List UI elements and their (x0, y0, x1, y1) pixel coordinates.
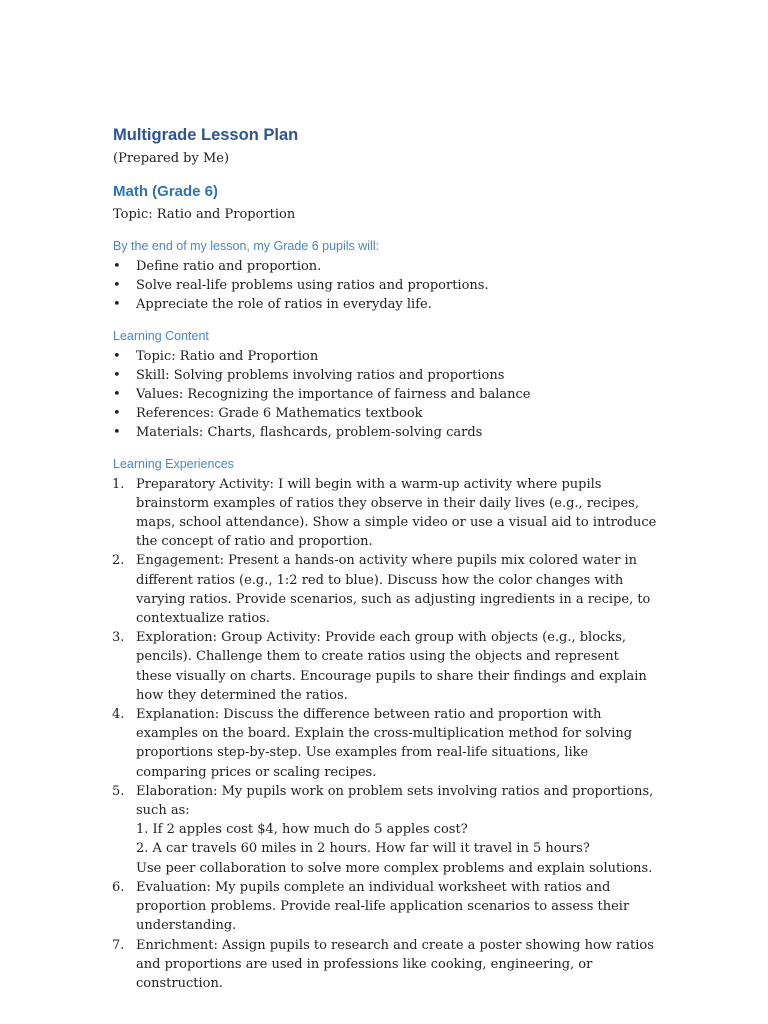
learning-experiences-list (113, 475, 658, 993)
document-subtitle: (Prepared by Me) (113, 151, 230, 166)
objectives-list (113, 257, 658, 315)
list-item: • Topic: Ratio and Proportion (113, 347, 658, 366)
list-item: • Appreciate the role of ratios in everyday life. (113, 295, 658, 314)
list-item: 6. Evaluation: My pupils complete an individual worksheet with ratios and proportion problems. Provide real-life application scenarios to assess their understanding. (112, 879, 630, 934)
list-item: 2. Engagement: Present a hands-on activity where pupils mix colored water in different ratios (e.g., 1:2 red to blue). Discuss how the color changes with varying ratios. Provide scenarios, such as adjusting ingredients in a recipe, to contextualize ratios. (112, 553, 651, 627)
list-item: 5. Elaboration: My pupils work on problem sets involving ratios and proportions, such as: 1. If 2 apples cost $4, how much do 5 apples cost? 2. A car travels 60 miles in 2 hours. How far will it travel in 5 hours? Use peer collaboration to solve more complex problems and explain solutions. (112, 783, 654, 876)
list-number: 1. (112, 476, 125, 492)
bullet-icon: • (113, 278, 121, 294)
list-number: 3. (112, 630, 125, 646)
bullet-icon: • (113, 406, 121, 422)
list-item: • Solve real-life problems using ratios and proportions. (113, 276, 658, 295)
learning-content-list (113, 347, 658, 443)
list-item: 7. Enrichment: Assign pupils to research and create a poster showing how ratios and proportions are used in professions like cooking, engineering, or construction. (112, 937, 654, 991)
bullet-icon: • (113, 425, 121, 441)
list-number: 2. (112, 553, 125, 569)
subject-heading: Math (Grade 6) (113, 183, 219, 200)
list-item: • Skill: Solving problems involving ratios and proportions (113, 366, 658, 385)
bullet-icon: • (113, 348, 121, 364)
topic-line: Topic: Ratio and Proportion (113, 207, 296, 222)
bullet-icon: • (113, 297, 121, 313)
list-number: 6. (112, 879, 125, 895)
list-item: 4. Explanation: Discuss the difference between ratio and proportion with examples on the board. Explain the cross-multiplication method for solving proportions step-by-step. Use examples from real-life situations, like comparing prices or scaling recipes. (112, 707, 633, 780)
list-item: • References: Grade 6 Mathematics textbook (113, 404, 658, 423)
list-item: • Define ratio and proportion. (113, 257, 658, 276)
list-item: • Values: Recognizing the importance of fairness and balance (113, 385, 658, 404)
list-number: 7. (112, 937, 125, 953)
bullet-icon: • (113, 387, 121, 403)
bullet-icon: • (113, 259, 121, 274)
list-item: 1. Preparatory Activity: I will begin with a warm-up activity where pupils brainstorm examples of ratios they observe in their daily lives (e.g., recipes, maps, school attendance). Show a simple video or use a visual aid to introduce the concept of ratio and proportion. (112, 476, 657, 550)
document-title: Multigrade Lesson Plan (113, 126, 299, 144)
objectives-heading: By the end of my lesson, my Grade 6 pupils will: (113, 239, 380, 253)
list-item: • Materials: Charts, flashcards, problem-solving cards (113, 423, 658, 442)
list-number: 5. (112, 783, 125, 799)
learning-content-heading: Learning Content (113, 328, 209, 343)
list-item: 3. Exploration: Group Activity: Provide each group with objects (e.g., blocks, pencils). Challenge them to create ratios using the objects and represent these visually on charts. Encourage pupils to share their findings and explain how they determined the ratios. (112, 630, 647, 703)
bullet-icon: • (113, 367, 121, 383)
learning-experiences-heading: Learning Experiences (113, 456, 234, 471)
list-number: 4. (112, 707, 125, 723)
